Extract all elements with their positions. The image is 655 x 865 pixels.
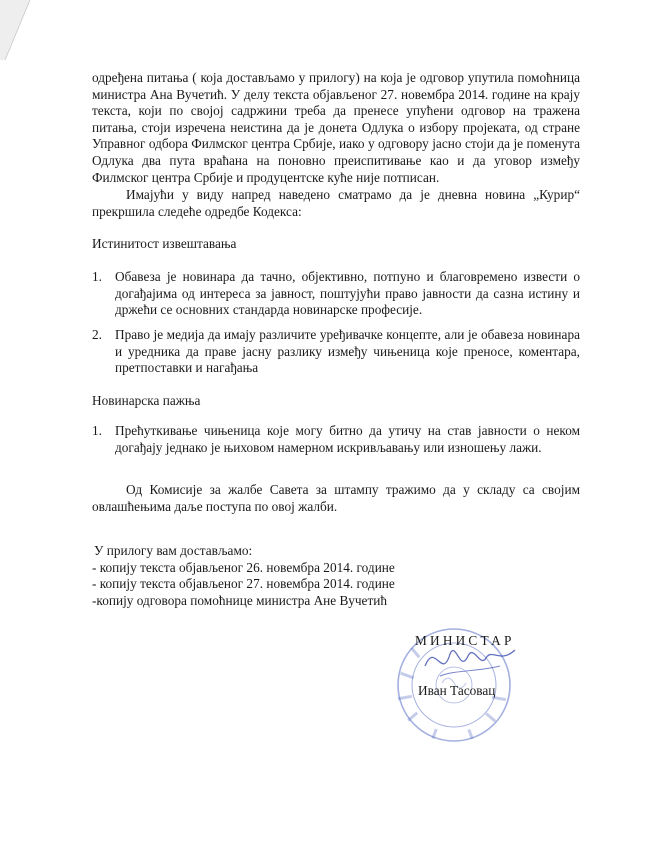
attachment-item: - копију текста објављеног 26. новембра 2014. године <box>92 559 395 575</box>
list-item-text: Обавеза је новинара да тачно, објективно, потпуно и благовремено извести о догађајима од интереса за јавност, поштујући право јавности да сазна истину и држећи се основних стандарда новинарске професије. <box>115 269 580 318</box>
list-item <box>92 269 580 319</box>
list-item-text: Прећуткивање чињеница које могу битно да утичу на став јавности о неком догађају једнако је њиховом намерном искривљавању или изношењу лажи. <box>115 423 580 455</box>
signatory-name: Иван Тасовац <box>418 683 496 698</box>
list-item-number: 2. <box>92 327 102 342</box>
attachment-item: -копију одговора помоћнице министра Ане Вучетић <box>92 592 388 608</box>
signature-title: МИНИСТАР <box>415 633 515 648</box>
attachments-intro: У прилогу вам достављамо: <box>94 543 253 558</box>
list-item-number: 1. <box>92 423 102 438</box>
attachments-list <box>92 543 395 609</box>
folded-corner <box>0 0 60 60</box>
list-item-text: Право је медија да имају различите уређивачке концепте, али је обавеза новинара и уредника да праве јасну разлику између чињеница које преносе, коментара, претпоставки и нагађања <box>115 327 580 376</box>
attachment-item: - копију текста објављеног 27. новембра 2014. године <box>92 576 395 592</box>
paragraph-1: одређена питања ( која достављамо у прилогу) на која је одговор упутила помоћница министра Ана Вучетић. У делу текста објављеног 27. новембра 2014. године на крају текста, који по својој садржини треба да пренесе упућени одговор на тражена питања, стоји изречена неистина да је донета Одлука о избору пројеката, од стране Управног одбора Филмског центра Србије, иако у одговору јасно стоји да је поменута Одлука два пута враћана на поновно преиспитивање као и да уговор између Филмског центра Србије и продуцентске куће није потписан. <box>92 70 580 185</box>
list-item <box>92 327 580 377</box>
section-heading-journalistic-care: Новинарска пажња <box>92 393 201 408</box>
list-item <box>92 423 580 456</box>
list-item-number: 1. <box>92 269 102 284</box>
paragraph-3: Од Комисије за жалбе Савета за штампу тражимо да у складу са својим овлашћењима даље поступа по овој жалби. <box>92 482 580 514</box>
paragraph-2: Имајући у виду напред наведено сматрамо да је дневна новина „Курир“ прекршила следеће одредбе Кодекса: <box>92 187 580 219</box>
section-heading-truthfulness: Истинитост извештавања <box>92 236 237 251</box>
